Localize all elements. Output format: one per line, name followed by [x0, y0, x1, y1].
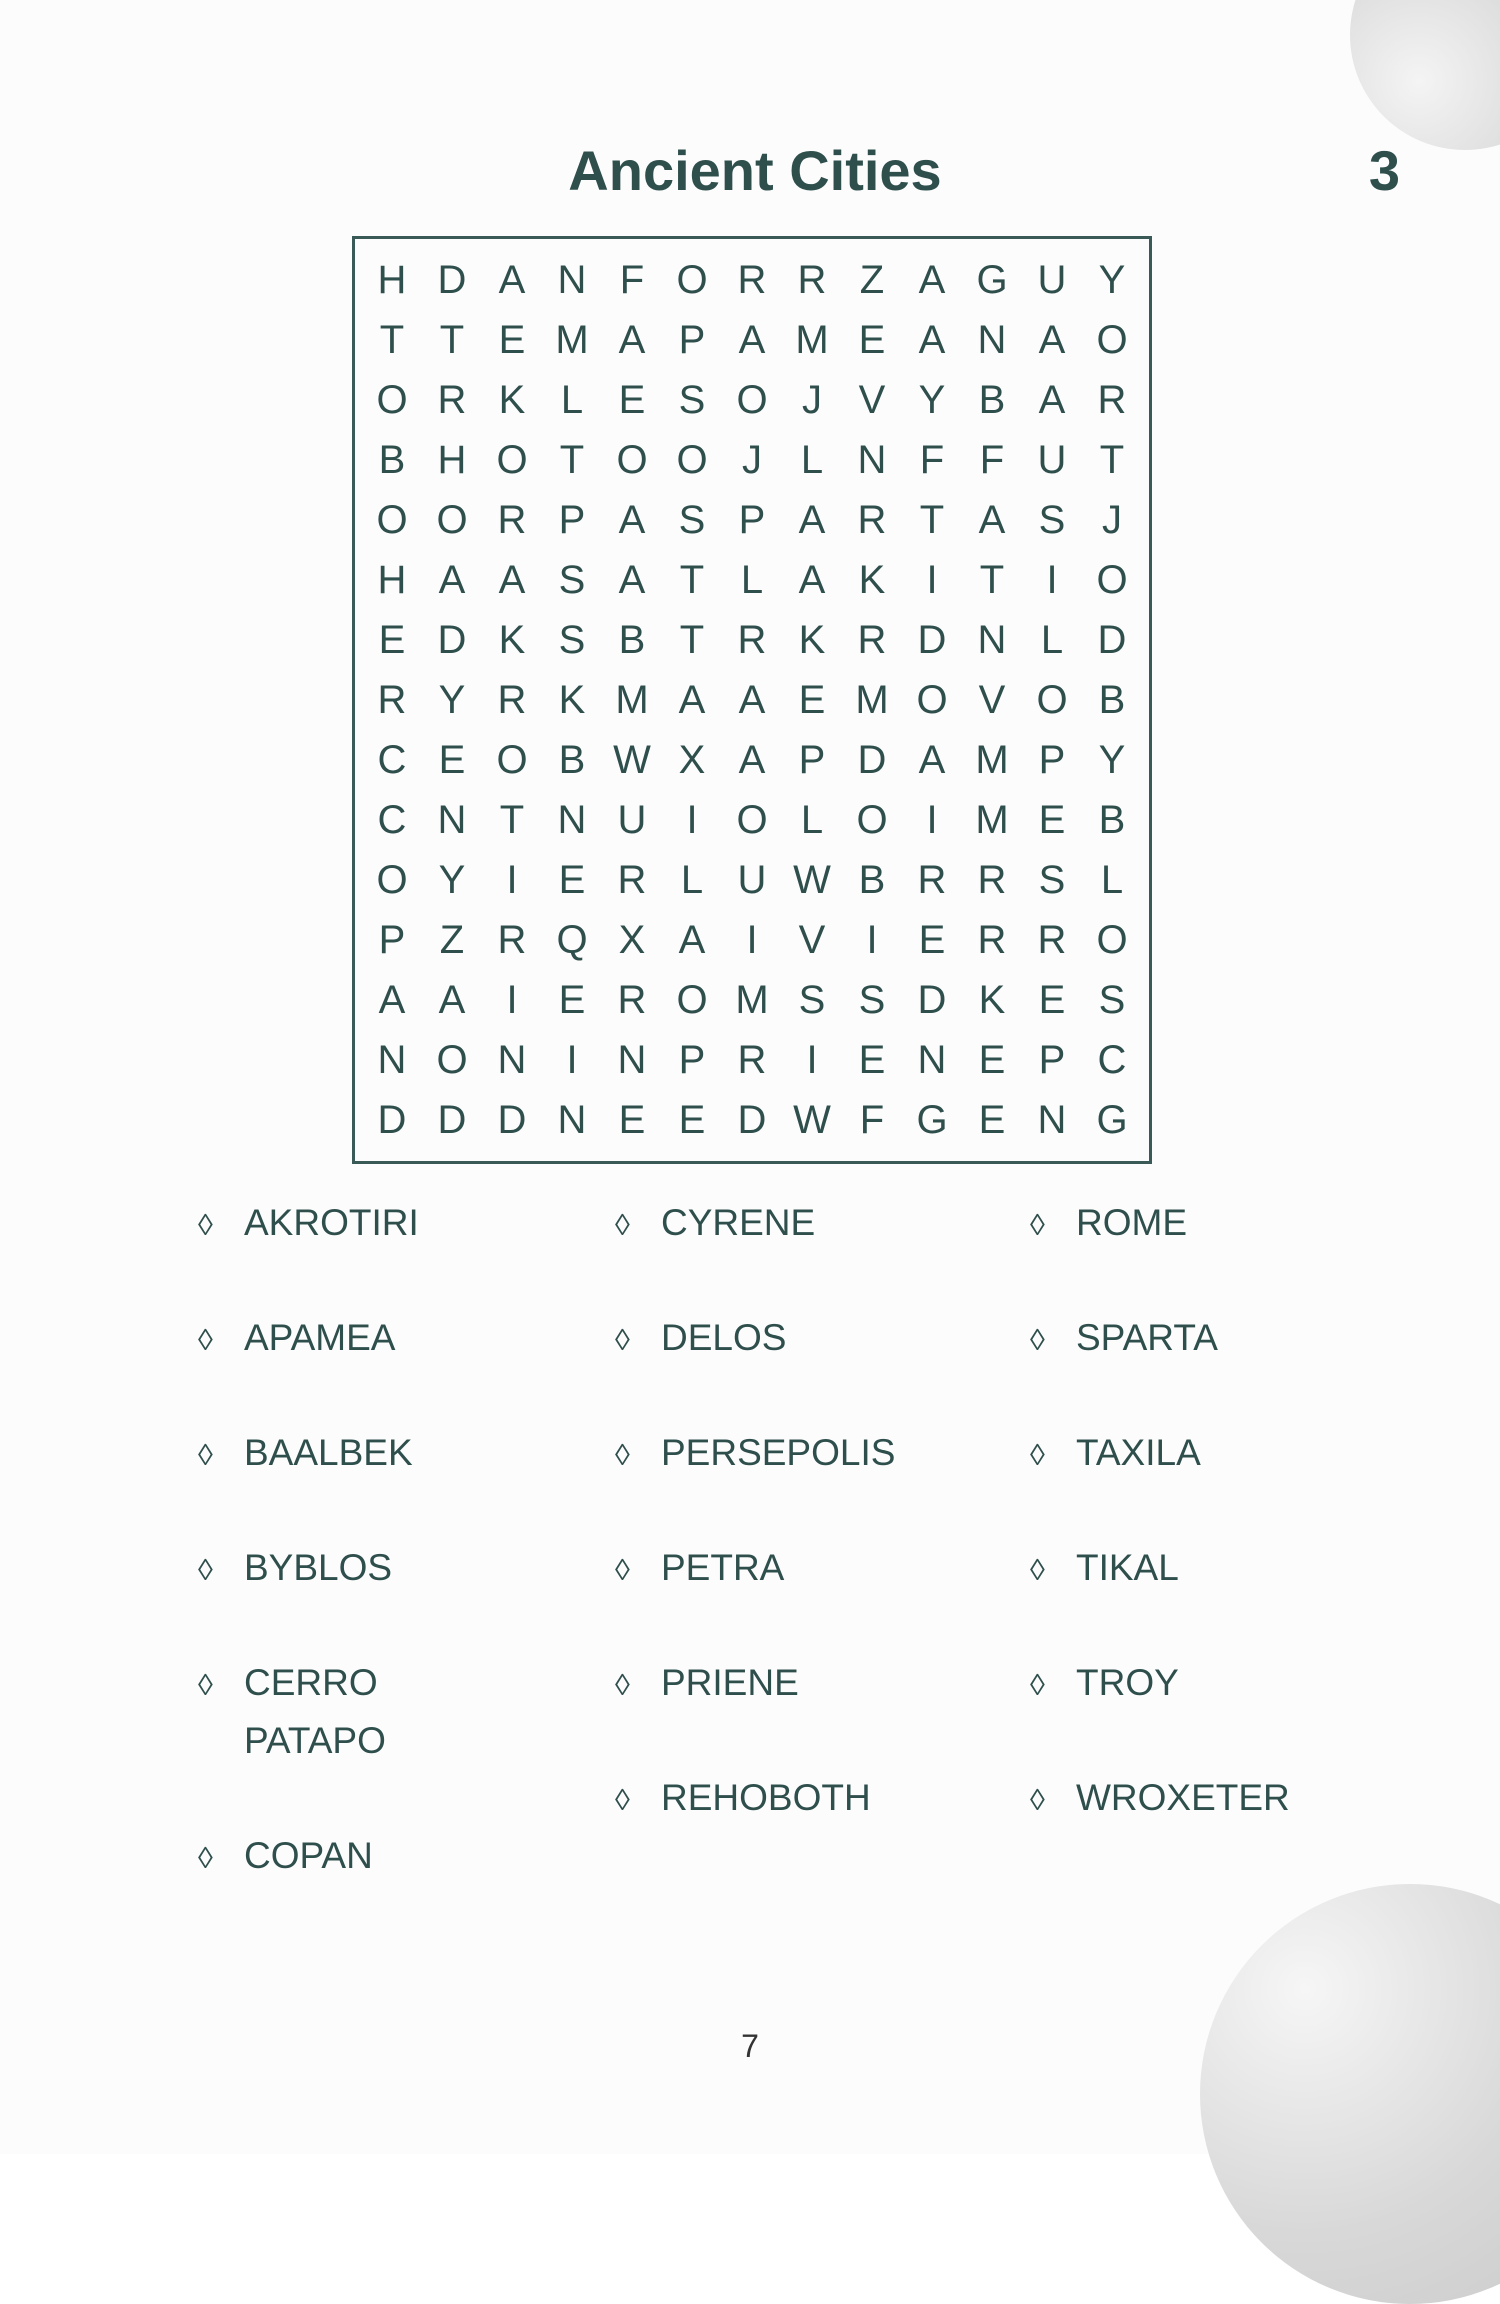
grid-cell: H	[377, 258, 407, 302]
grid-cell: G	[1096, 1098, 1128, 1142]
grid-cell: O	[1096, 318, 1128, 362]
word-list-label: PRIENE	[661, 1662, 799, 1703]
grid-cell: D	[437, 618, 467, 662]
grid-cell: N	[977, 318, 1007, 362]
word-list-item	[615, 1654, 799, 1715]
word-list-item	[615, 1309, 786, 1370]
grid-cell: B	[858, 858, 886, 902]
grid-cell: E	[618, 1098, 646, 1142]
grid-cell: F	[979, 438, 1005, 482]
word-list-label: COPAN	[244, 1835, 373, 1876]
grid-cell: N	[917, 1038, 947, 1082]
grid-cell: P	[1038, 738, 1066, 782]
diamond-bullet-icon: ◊	[1030, 1209, 1045, 1242]
grid-cell: E	[618, 378, 646, 422]
diamond-bullet-icon: ◊	[615, 1554, 630, 1587]
grid-cell: K	[498, 618, 526, 662]
grid-cell: P	[678, 1038, 706, 1082]
grid-cell: A	[978, 498, 1006, 542]
grid-cell: T	[379, 318, 405, 362]
grid-cell: O	[436, 1038, 468, 1082]
grid-cell: A	[918, 738, 946, 782]
word-list-label: TAXILA	[1076, 1432, 1201, 1473]
grid-cell: R	[737, 1038, 767, 1082]
grid-cell: S	[1038, 498, 1066, 542]
grid-cell: S	[558, 558, 586, 602]
grid-cell: O	[1036, 678, 1068, 722]
grid-cell: L	[800, 438, 824, 482]
grid-cell: R	[857, 498, 887, 542]
grid-cell: O	[616, 438, 648, 482]
grid-cell: Y	[918, 378, 946, 422]
grid-cell: N	[617, 1038, 647, 1082]
grid-cell: R	[977, 918, 1007, 962]
word-list-item	[198, 1194, 419, 1255]
grid-cell: R	[617, 858, 647, 902]
grid-cell: F	[859, 1098, 885, 1142]
grid-cell: I	[866, 918, 878, 962]
grid-cell: I	[686, 798, 698, 842]
grid-cell: E	[438, 738, 466, 782]
grid-cell: S	[558, 618, 586, 662]
grid-cell: R	[617, 978, 647, 1022]
grid-cell: P	[378, 918, 406, 962]
diamond-bullet-icon: ◊	[615, 1209, 630, 1242]
word-list-item	[198, 1654, 444, 1770]
grid-cell: D	[917, 618, 947, 662]
word-list-item	[198, 1539, 392, 1600]
grid-cell: S	[1038, 858, 1066, 902]
grid-cell: O	[1096, 558, 1128, 602]
grid-cell: L	[800, 798, 824, 842]
grid-cell: T	[439, 318, 465, 362]
grid-cell: V	[858, 378, 886, 422]
diamond-bullet-icon: ◊	[1030, 1669, 1045, 1702]
word-list-label: ROME	[1076, 1202, 1187, 1243]
grid-cell: E	[678, 1098, 706, 1142]
diamond-bullet-icon: ◊	[615, 1784, 630, 1817]
grid-cell: A	[798, 498, 826, 542]
grid-cell: B	[558, 738, 586, 782]
grid-cell: W	[793, 858, 831, 902]
grid-cell: R	[497, 918, 527, 962]
grid-cell: R	[917, 858, 947, 902]
grid-cell: R	[437, 378, 467, 422]
word-list-item	[615, 1194, 815, 1255]
diamond-bullet-icon: ◊	[615, 1439, 630, 1472]
grid-cell: X	[678, 738, 706, 782]
grid-cell: D	[497, 1098, 527, 1142]
grid-cell: A	[618, 318, 646, 362]
word-list-item	[1030, 1424, 1201, 1485]
grid-cell: O	[436, 498, 468, 542]
grid-cell: N	[377, 1038, 407, 1082]
word-list-item	[615, 1539, 784, 1600]
word-list-label: WROXETER	[1076, 1777, 1290, 1818]
grid-cell: R	[857, 618, 887, 662]
diamond-bullet-icon: ◊	[1030, 1554, 1045, 1587]
grid-cell: S	[1098, 978, 1126, 1022]
grid-cell: B	[378, 438, 406, 482]
grid-cell: A	[738, 738, 766, 782]
grid-cell: D	[1097, 618, 1127, 662]
grid-cell: S	[678, 498, 706, 542]
grid-cell: R	[737, 618, 767, 662]
grid-cell: X	[618, 918, 646, 962]
grid-cell: P	[1038, 1038, 1066, 1082]
word-list-label: TROY	[1076, 1662, 1179, 1703]
word-list-label: DELOS	[661, 1317, 787, 1358]
grid-cell: O	[676, 438, 708, 482]
grid-cell: P	[738, 498, 766, 542]
grid-cell: Z	[439, 918, 465, 962]
grid-cell: R	[737, 258, 767, 302]
word-list-label: AKROTIRI	[244, 1202, 419, 1243]
grid-cell: I	[1046, 558, 1058, 602]
word-list-label: SPARTA	[1076, 1317, 1218, 1358]
grid-cell: E	[378, 618, 406, 662]
word-list-item	[1030, 1654, 1179, 1715]
grid-cell: K	[798, 618, 826, 662]
diamond-bullet-icon: ◊	[198, 1554, 213, 1587]
grid-cell: Y	[438, 678, 466, 722]
grid-cell: E	[558, 978, 586, 1022]
grid-cell: B	[1098, 678, 1126, 722]
grid-cell: T	[679, 618, 705, 662]
word-list-item	[1030, 1194, 1187, 1255]
grid-cell: N	[497, 1038, 527, 1082]
grid-cell: A	[1038, 378, 1066, 422]
diamond-bullet-icon: ◊	[198, 1209, 213, 1242]
grid-cell: M	[795, 318, 829, 362]
grid-cell: A	[378, 978, 406, 1022]
grid-cell: O	[376, 858, 408, 902]
grid-cell: L	[680, 858, 704, 902]
word-list-item	[1030, 1309, 1218, 1370]
word-list-label: PERSEPOLIS	[661, 1432, 896, 1473]
grid-cell: O	[376, 498, 408, 542]
grid-cell: B	[1098, 798, 1126, 842]
grid-cell: A	[618, 498, 646, 542]
grid-cell: Z	[859, 258, 885, 302]
grid-cell: O	[376, 378, 408, 422]
grid-cell: A	[618, 558, 646, 602]
grid-cell: T	[919, 498, 945, 542]
grid-cell: L	[1100, 858, 1124, 902]
grid-cell: E	[978, 1098, 1006, 1142]
grid-cell: T	[499, 798, 525, 842]
grid-cell: L	[1040, 618, 1064, 662]
grid-cell: D	[917, 978, 947, 1022]
grid-cell: N	[1037, 1098, 1067, 1142]
grid-cell: J	[802, 378, 822, 422]
grid-cell: I	[926, 798, 938, 842]
grid-cell: A	[498, 258, 526, 302]
grid-cell: Y	[1098, 738, 1126, 782]
word-list-label: PETRA	[661, 1547, 785, 1588]
word-list-label: CERRO PATAPO	[244, 1662, 386, 1761]
grid-cell: C	[377, 798, 407, 842]
grid-cell: K	[978, 978, 1006, 1022]
grid-cell: N	[557, 798, 587, 842]
grid-cell: M	[615, 678, 649, 722]
grid-cell: O	[736, 798, 768, 842]
grid-cell: M	[735, 978, 769, 1022]
word-list-label: BYBLOS	[244, 1547, 393, 1588]
grid-cell: T	[679, 558, 705, 602]
grid-cell: E	[858, 1038, 886, 1082]
grid-cell: E	[558, 858, 586, 902]
grid-cell: A	[678, 678, 706, 722]
grid-cell: E	[1038, 978, 1066, 1022]
grid-cell: V	[798, 918, 826, 962]
grid-cell: B	[618, 618, 646, 662]
grid-cell: L	[740, 558, 764, 602]
page-number: 7	[741, 2028, 759, 2064]
grid-cell: E	[1038, 798, 1066, 842]
grid-cell: R	[1037, 918, 1067, 962]
word-list-label: BAALBEK	[244, 1432, 413, 1473]
grid-cell: R	[797, 258, 827, 302]
grid-cell: R	[497, 498, 527, 542]
page-title: Ancient Cities	[568, 139, 942, 202]
grid-cell: O	[1096, 918, 1128, 962]
grid-cell: S	[858, 978, 886, 1022]
grid-cell: I	[566, 1038, 578, 1082]
word-list-label: CYRENE	[661, 1202, 816, 1243]
grid-cell: I	[806, 1038, 818, 1082]
grid-cell: O	[736, 378, 768, 422]
grid-cell: K	[498, 378, 526, 422]
grid-cell: Y	[1098, 258, 1126, 302]
grid-cell: P	[558, 498, 586, 542]
grid-cell: R	[497, 678, 527, 722]
grid-cell: R	[1097, 378, 1127, 422]
grid-cell: N	[857, 438, 887, 482]
word-list-label: REHOBOTH	[661, 1777, 871, 1818]
grid-cell: O	[856, 798, 888, 842]
grid-cell: N	[437, 798, 467, 842]
grid-cell: E	[978, 1038, 1006, 1082]
grid-cell: F	[619, 258, 645, 302]
grid-cell: O	[676, 258, 708, 302]
grid-cell: O	[916, 678, 948, 722]
word-list-item	[198, 1424, 413, 1485]
grid-cell: D	[437, 258, 467, 302]
grid-cell: U	[1037, 438, 1067, 482]
grid-cell: E	[918, 918, 946, 962]
grid-cell: J	[742, 438, 762, 482]
grid-cell: A	[1038, 318, 1066, 362]
puzzle-number: 3	[1368, 139, 1400, 202]
grid-cell: U	[1037, 258, 1067, 302]
diamond-bullet-icon: ◊	[198, 1324, 213, 1357]
grid-cell: T	[559, 438, 585, 482]
grid-cell: T	[979, 558, 1005, 602]
grid-cell: I	[746, 918, 758, 962]
grid-cell: S	[678, 378, 706, 422]
word-list-item	[615, 1424, 895, 1485]
grid-cell: D	[737, 1098, 767, 1142]
grid-cell: K	[858, 558, 886, 602]
grid-cell: K	[558, 678, 586, 722]
grid-cell: U	[617, 798, 647, 842]
grid-cell: E	[798, 678, 826, 722]
word-list-item	[615, 1769, 871, 1830]
grid-cell: J	[1102, 498, 1122, 542]
grid-cell: I	[506, 978, 518, 1022]
grid-cell: D	[377, 1098, 407, 1142]
grid-cell: A	[798, 558, 826, 602]
grid-cell: H	[437, 438, 467, 482]
grid-cell: V	[978, 678, 1006, 722]
word-list-item	[198, 1827, 373, 1888]
grid-cell: A	[438, 558, 466, 602]
grid-cell: A	[738, 318, 766, 362]
grid-cell: A	[678, 918, 706, 962]
grid-cell: I	[926, 558, 938, 602]
word-list-item	[1030, 1539, 1179, 1600]
word-list-label: TIKAL	[1076, 1547, 1179, 1588]
grid-cell: O	[676, 978, 708, 1022]
grid-cell: W	[793, 1098, 831, 1142]
grid-cell: N	[557, 258, 587, 302]
diamond-bullet-icon: ◊	[198, 1842, 213, 1875]
grid-cell: Y	[438, 858, 466, 902]
grid-cell: M	[555, 318, 589, 362]
grid-cell: A	[738, 678, 766, 722]
grid-cell: M	[975, 798, 1009, 842]
grid-cell: W	[613, 738, 651, 782]
grid-cell: R	[977, 858, 1007, 902]
grid-cell: C	[1097, 1038, 1127, 1082]
diamond-bullet-icon: ◊	[615, 1669, 630, 1702]
grid-cell: D	[857, 738, 887, 782]
grid-cell: O	[496, 438, 528, 482]
diamond-bullet-icon: ◊	[615, 1324, 630, 1357]
grid-cell: G	[976, 258, 1008, 302]
grid-cell: T	[1099, 438, 1125, 482]
word-list-item	[1030, 1769, 1290, 1830]
diamond-bullet-icon: ◊	[1030, 1439, 1045, 1472]
grid-cell: F	[919, 438, 945, 482]
grid-cell: A	[918, 258, 946, 302]
grid-cell: Q	[556, 918, 588, 962]
diamond-bullet-icon: ◊	[1030, 1324, 1045, 1357]
grid-cell: S	[798, 978, 826, 1022]
grid-cell: P	[798, 738, 826, 782]
word-list-item	[198, 1309, 395, 1370]
grid-cell: G	[916, 1098, 948, 1142]
grid-cell: E	[858, 318, 886, 362]
grid-cell: M	[975, 738, 1009, 782]
grid-cell: N	[977, 618, 1007, 662]
grid-cell: O	[496, 738, 528, 782]
grid-cell: R	[377, 678, 407, 722]
grid-cell: N	[557, 1098, 587, 1142]
grid-cell: A	[918, 318, 946, 362]
grid-cell: U	[737, 858, 767, 902]
grid-cell: B	[978, 378, 1006, 422]
diamond-bullet-icon: ◊	[1030, 1784, 1045, 1817]
grid-cell: D	[437, 1098, 467, 1142]
diamond-bullet-icon: ◊	[198, 1669, 213, 1702]
grid-cell: A	[438, 978, 466, 1022]
grid-cell: M	[855, 678, 889, 722]
grid-cell: A	[498, 558, 526, 602]
diamond-bullet-icon: ◊	[198, 1439, 213, 1472]
grid-cell: I	[506, 858, 518, 902]
grid-cell: P	[678, 318, 706, 362]
grid-cell: C	[377, 738, 407, 782]
word-list-label: APAMEA	[244, 1317, 396, 1358]
grid-cell: H	[377, 558, 407, 602]
grid-cell: L	[560, 378, 584, 422]
grid-cell: E	[498, 318, 526, 362]
